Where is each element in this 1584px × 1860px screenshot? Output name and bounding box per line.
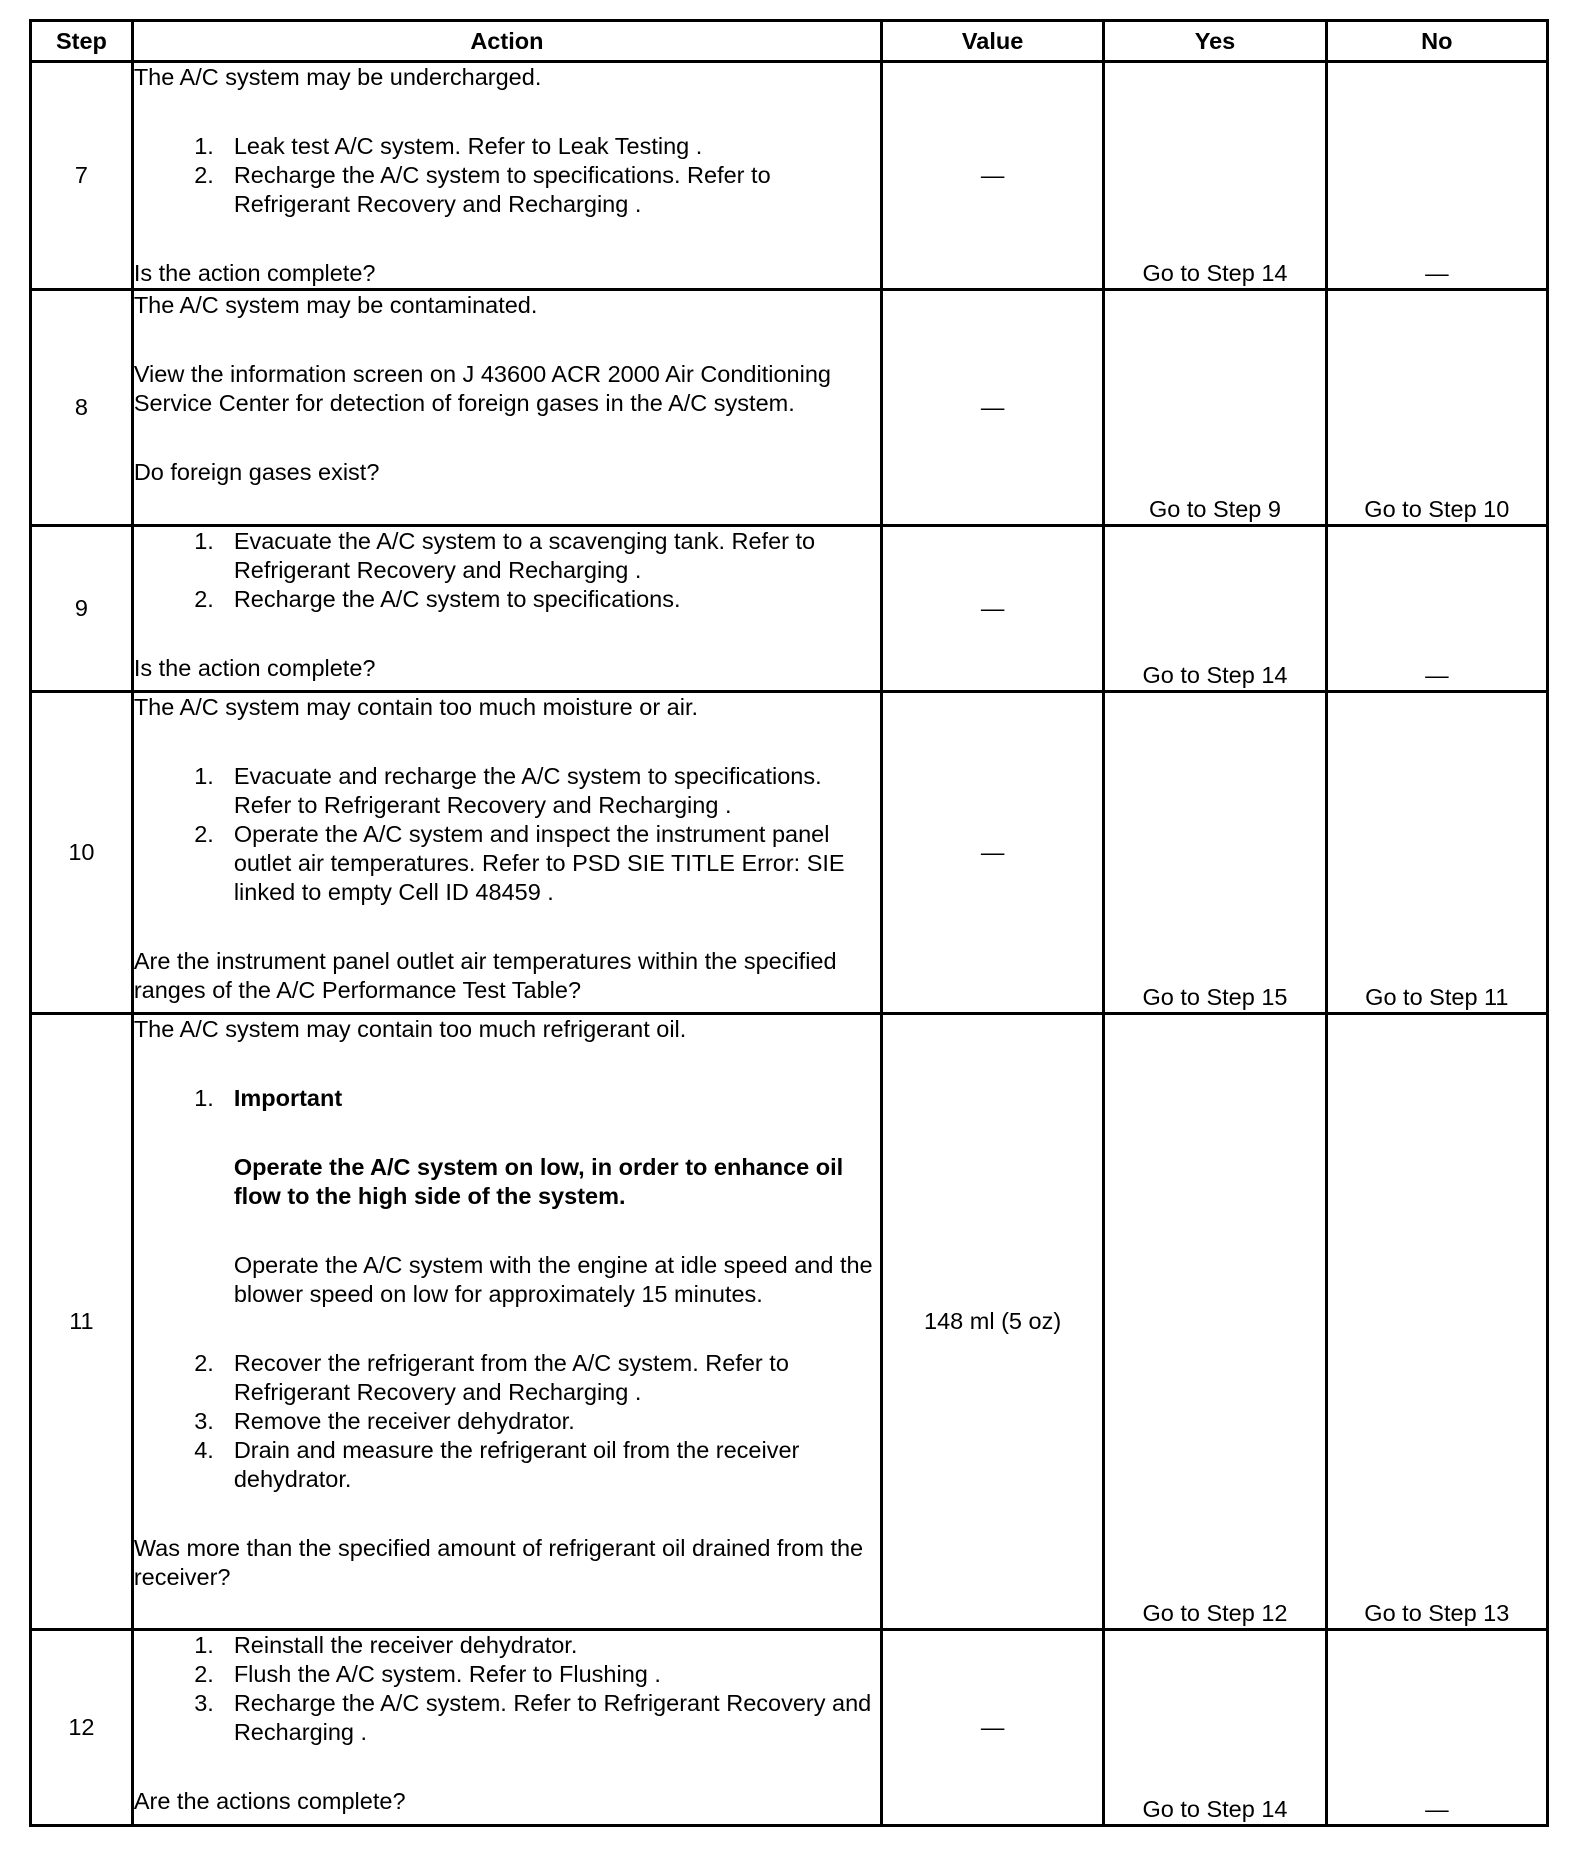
header-step: Step [31, 21, 133, 62]
list-item: 1. Evacuate the A/C system to a scavenging tank. Refer to Refrigerant Recovery and Recharging . [194, 528, 816, 583]
action-list [134, 1084, 880, 1494]
action-cell [132, 62, 881, 290]
step-number: 10 [31, 692, 133, 1014]
table-row [31, 1014, 1548, 1630]
no-cell: — [1326, 1630, 1547, 1826]
list-item: 2. Recharge the A/C system to specifications. [194, 586, 681, 612]
value-cell: — [881, 1630, 1103, 1826]
list-item: 1. Evacuate and recharge the A/C system to specifications. Refer to Refrigerant Recovery and Recharging . [194, 763, 822, 818]
value-cell: — [881, 62, 1103, 290]
step-number: 8 [31, 290, 133, 526]
action-list [134, 762, 880, 907]
action-text: View the information screen on J 43600 ACR 2000 Air Conditioning Service Center for detection of foreign gases in the A/C system. [133, 361, 831, 416]
no-cell: Go to Step 10 [1326, 290, 1547, 526]
header-yes: Yes [1104, 21, 1326, 62]
yes-cell: Go to Step 12 [1104, 1014, 1326, 1630]
important-note: Operate the A/C system on low, in order to enhance oil flow to the high side of the system. [233, 1154, 844, 1209]
action-cell [132, 526, 881, 692]
value-cell: — [881, 692, 1103, 1014]
action-intro: The A/C system may contain too much refrigerant oil. [133, 1016, 687, 1042]
important-label: Important [233, 1085, 343, 1111]
action-cell [132, 692, 881, 1014]
no-cell: Go to Step 11 [1326, 692, 1547, 1014]
no-cell: — [1326, 62, 1547, 290]
value-cell: — [881, 290, 1103, 526]
action-list [134, 527, 880, 614]
action-list [134, 1631, 880, 1747]
table-row [31, 290, 1548, 526]
value-cell: 148 ml (5 oz) [881, 1014, 1103, 1630]
yes-cell: Go to Step 14 [1104, 526, 1326, 692]
list-item: 3. Remove the receiver dehydrator. [194, 1408, 575, 1434]
action-question: Is the action complete? [133, 260, 376, 286]
table-row [31, 526, 1548, 692]
list-item-text: Operate the A/C system with the engine at idle speed and the blower speed on low for approximately 15 minutes. [233, 1252, 873, 1307]
list-item: 2. Recharge the A/C system to specifications. Refer to Refrigerant Recovery and Recharging . [194, 162, 771, 217]
step-number: 11 [31, 1014, 133, 1630]
header-value: Value [881, 21, 1103, 62]
action-intro: The A/C system may contain too much moisture or air. [133, 694, 699, 720]
yes-cell: Go to Step 15 [1104, 692, 1326, 1014]
step-number: 12 [31, 1630, 133, 1826]
no-cell: — [1326, 526, 1547, 692]
list-item: 3. Recharge the A/C system. Refer to Refrigerant Recovery and Recharging . [194, 1690, 872, 1745]
value-cell: — [881, 526, 1103, 692]
header-no: No [1326, 21, 1547, 62]
list-item: 2. Operate the A/C system and inspect the instrument panel outlet air temperatures. Refer to PSD SIE TITLE Error: SIE linked to empty Cell ID 48459 . [194, 821, 845, 905]
header-action: Action [132, 21, 881, 62]
no-cell: Go to Step 13 [1326, 1014, 1547, 1630]
table-row [31, 62, 1548, 290]
diagnostic-table [29, 19, 1549, 1827]
yes-cell: Go to Step 14 [1104, 62, 1326, 290]
list-item: 1. Leak test A/C system. Refer to Leak Testing . [194, 133, 703, 159]
action-cell [132, 1014, 881, 1630]
list-item: 1. Reinstall the receiver dehydrator. [194, 1632, 578, 1658]
action-cell [132, 290, 881, 526]
step-number: 7 [31, 62, 133, 290]
yes-cell: Go to Step 9 [1104, 290, 1326, 526]
action-question: Are the actions complete? [133, 1788, 406, 1814]
list-item: 4. Drain and measure the refrigerant oil from the receiver dehydrator. [194, 1437, 800, 1492]
step-number: 9 [31, 526, 133, 692]
list-item: 1. Important Operate the A/C system on low, in order to enhance oil flow to the high side of the system. Operate the A/C system with the engine at idle speed and the blower speed on low for approximately 15 minutes. [134, 1084, 880, 1349]
list-item: 2. Recover the refrigerant from the A/C system. Refer to Refrigerant Recovery and Recharging . [194, 1350, 789, 1405]
action-intro: The A/C system may be contaminated. [133, 292, 538, 318]
header-row [31, 21, 1548, 62]
table-row [31, 692, 1548, 1014]
action-question: Is the action complete? [133, 655, 376, 681]
action-cell [132, 1630, 881, 1826]
action-question: Are the instrument panel outlet air temperatures within the specified ranges of the A/C Performance Test Table? [133, 948, 837, 1003]
action-intro: The A/C system may be undercharged. [133, 64, 542, 90]
action-question: Was more than the specified amount of refrigerant oil drained from the receiver? [133, 1535, 864, 1590]
list-item: 2. Flush the A/C system. Refer to Flushing . [194, 1661, 661, 1687]
action-question: Do foreign gases exist? [133, 459, 380, 485]
table-row [31, 1630, 1548, 1826]
yes-cell: Go to Step 14 [1104, 1630, 1326, 1826]
action-list [134, 132, 880, 219]
